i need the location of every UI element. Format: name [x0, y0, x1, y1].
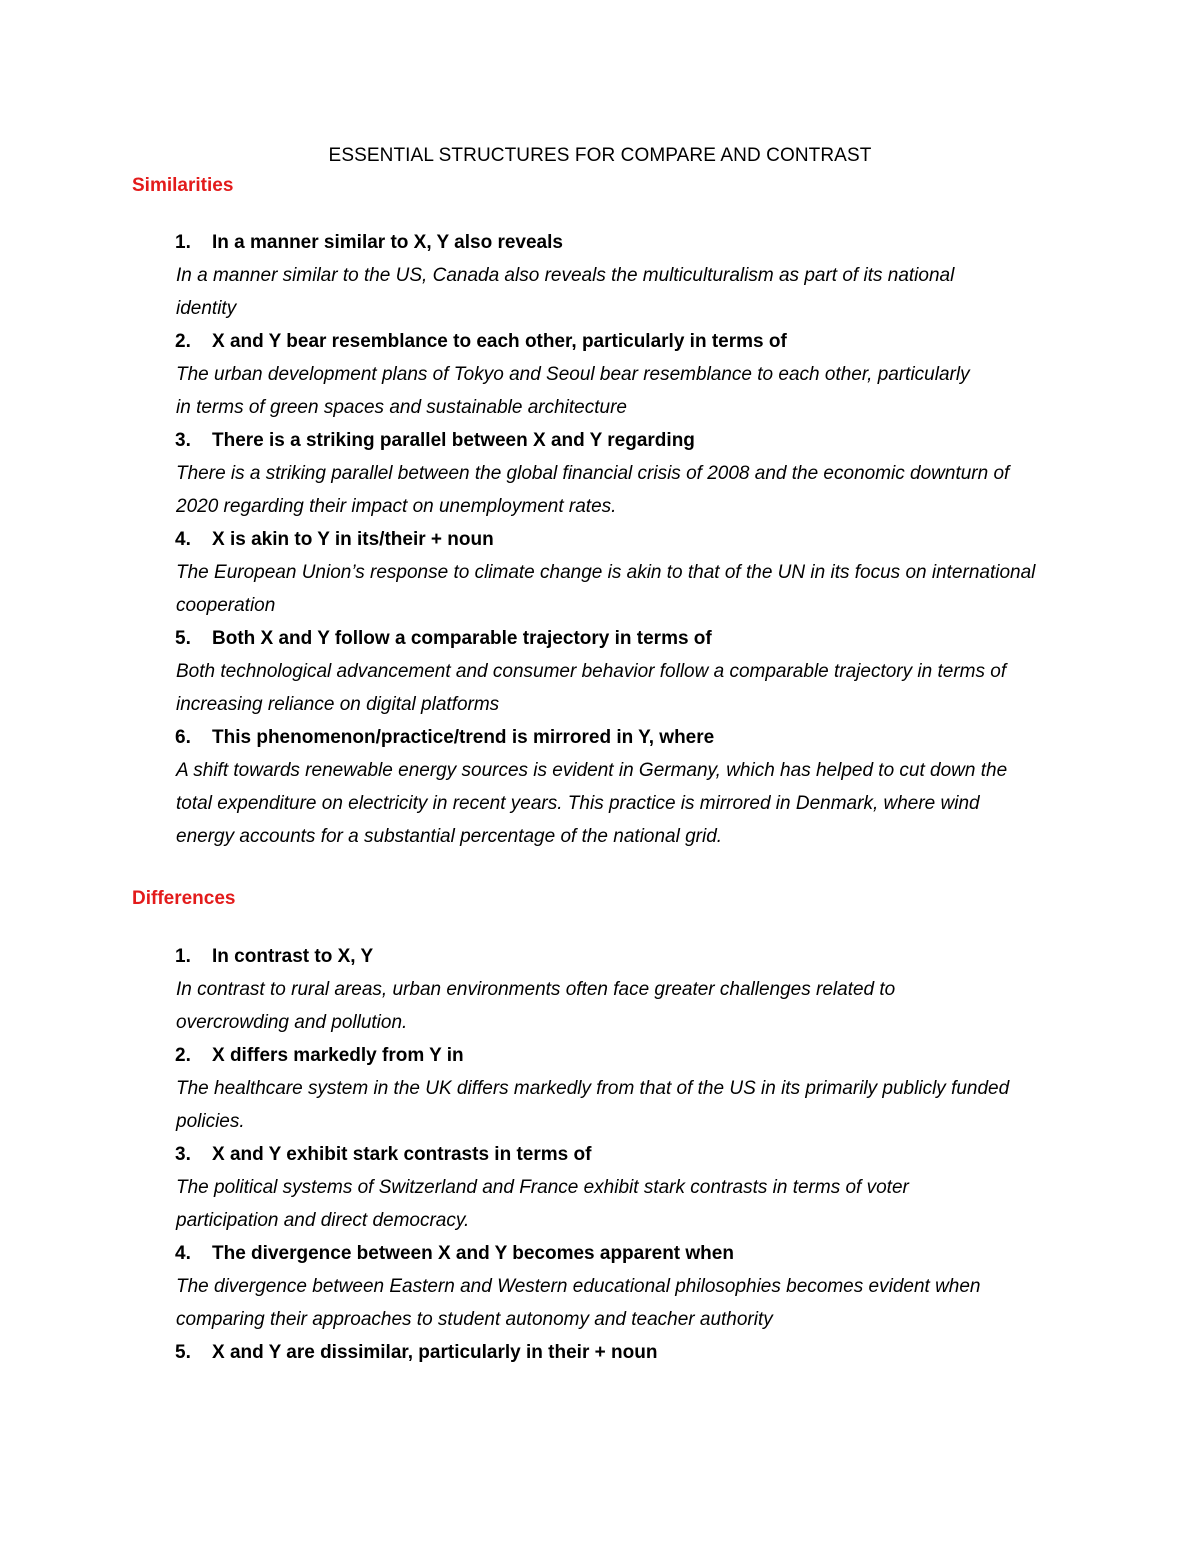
item-number: 2.: [175, 1045, 191, 1066]
item-example: The divergence between Eastern and Western educational philosophies becomes evident when comparing their approaches to student autonomy and teacher authority: [176, 1276, 981, 1330]
item-number: 1.: [175, 946, 191, 967]
item-structure: X is akin to Y in its/their + noun: [212, 529, 494, 550]
item-example: A shift towards renewable energy sources is evident in Germany, which has helped to cut down the total expenditure on electricity in recent years. This practice is mirrored in Denmark, where wind energy accounts for a substantial percentage of the national grid.: [176, 760, 1008, 847]
item-example: The healthcare system in the UK differs markedly from that of the US in its primarily publicly funded policies.: [176, 1078, 1010, 1132]
item-number: 3.: [175, 1144, 191, 1165]
item-example: In a manner similar to the US, Canada also reveals the multiculturalism as part of its national identity: [176, 265, 955, 319]
item-structure: X and Y bear resemblance to each other, particularly in terms of: [212, 331, 787, 352]
item-example: The urban development plans of Tokyo and Seoul bear resemblance to each other, particularly in terms of green spaces and sustainable architecture: [176, 364, 970, 418]
item-structure: In a manner similar to X, Y also reveals: [212, 232, 563, 253]
document-title: ESSENTIAL STRUCTURES FOR COMPARE AND CONTRAST: [328, 145, 872, 166]
difference-item-2: [176, 1039, 1076, 1138]
difference-item-5: [176, 1336, 1076, 1369]
item-structure: X differs markedly from Y in: [212, 1045, 464, 1066]
similarity-item-1: [176, 226, 1076, 325]
item-number: 2.: [175, 331, 191, 352]
item-number: 4.: [175, 1243, 191, 1264]
item-structure: There is a striking parallel between X and Y regarding: [212, 430, 695, 451]
item-number: 5.: [175, 628, 191, 649]
item-structure: The divergence between X and Y becomes apparent when: [212, 1243, 734, 1264]
item-number: 1.: [175, 232, 191, 253]
section-heading-similarities: Similarities: [132, 175, 234, 196]
difference-item-1: [176, 940, 1076, 1039]
item-structure: This phenomenon/practice/trend is mirrored in Y, where: [212, 727, 715, 748]
item-number: 4.: [175, 529, 191, 550]
difference-item-4: [176, 1237, 1076, 1336]
similarity-item-6: [176, 721, 1076, 853]
item-structure: Both X and Y follow a comparable trajectory in terms of: [212, 628, 712, 649]
item-number: 3.: [175, 430, 191, 451]
similarity-item-4: [176, 523, 1076, 622]
similarity-item-3: [176, 424, 1076, 523]
item-structure: X and Y exhibit stark contrasts in terms of: [212, 1144, 592, 1165]
item-example: In contrast to rural areas, urban environments often face greater challenges related to overcrowding and pollution.: [176, 979, 896, 1033]
item-example: There is a striking parallel between the global financial crisis of 2008 and the economic downturn of 2020 regarding their impact on unemployment rates.: [176, 463, 1010, 517]
similarity-item-2: [176, 325, 1076, 424]
item-structure: In contrast to X, Y: [212, 946, 374, 967]
item-number: 6.: [175, 727, 191, 748]
item-example: The European Union’s response to climate change is akin to that of the UN in its focus on international cooperation: [176, 562, 1036, 616]
item-structure: X and Y are dissimilar, particularly in their + noun: [212, 1342, 658, 1363]
similarity-item-5: [176, 622, 1076, 721]
difference-item-3: [176, 1138, 1076, 1237]
item-example: Both technological advancement and consumer behavior follow a comparable trajectory in terms of increasing reliance on digital platforms: [176, 661, 1007, 715]
item-number: 5.: [175, 1342, 191, 1363]
section-heading-differences: Differences: [132, 888, 236, 909]
item-example: The political systems of Switzerland and France exhibit stark contrasts in terms of voter participation and direct democracy.: [176, 1177, 909, 1231]
